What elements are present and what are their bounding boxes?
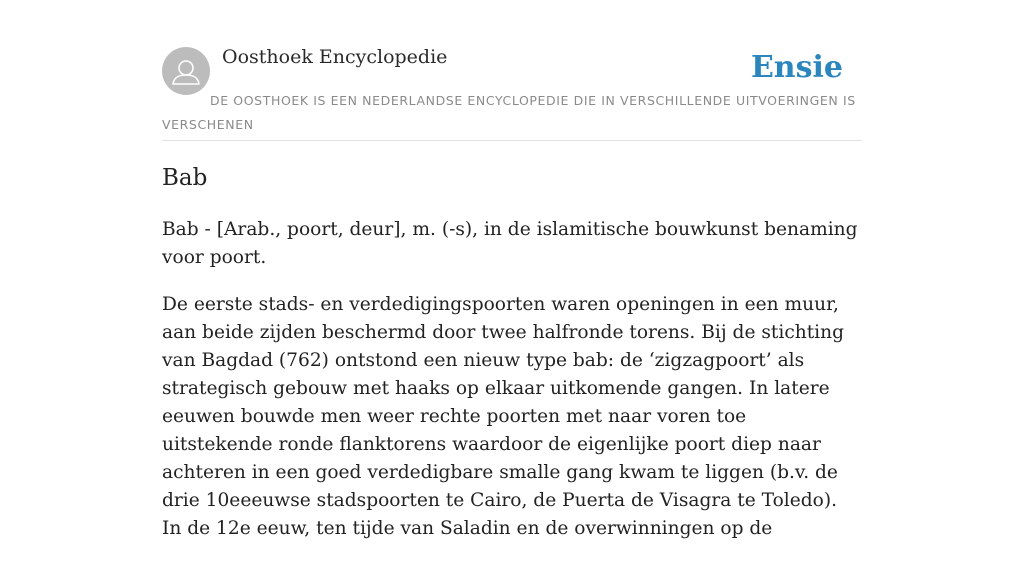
avatar[interactable] xyxy=(162,47,210,95)
article-paragraph: De eerste stads- en verdedigingspoorten waren openingen in een muur, aan beide zijden beschermd door twee halfronde torens. Bij de stichting van Bagdad (762) ontstond een nieuw type bab: de ‘zigzagpoort’ als strategisch gebouw met haaks op elkaar uitkomende gangen. In latere eeuwen bouwde men weer rechte poorten met naar voren toe uitstekende ronde flanktorens waardoor de eigenlijke poort diep naar achteren in een goed verdedigbare smalle gang kwam te liggen (b.v. de drie 10eeeuwse stadspoorten te Cairo, de Puerta de Visagra te Toledo). In de 12e eeuw, ten tijde van Saladin en de overwinningen op de xyxy=(162,294,845,539)
page xyxy=(162,0,862,539)
site-tagline: DE OOSTHOEK IS EEN NEDERLANDSE ENCYCLOPEDIE DIE IN VERSCHILLENDE UITVOERINGEN IS VERSCHENEN xyxy=(162,93,856,132)
article-body xyxy=(162,216,862,562)
page-title: Bab xyxy=(162,165,208,191)
article-paragraph: Bab - [Arab., poort, deur], m. (-s), in de islamitische bouwkunst benaming voor poort. xyxy=(162,219,858,268)
site-header xyxy=(162,0,862,141)
user-icon xyxy=(162,47,210,95)
site-name[interactable]: Oosthoek Encyclopedie xyxy=(222,46,448,68)
brand-logo[interactable]: Ensie xyxy=(750,50,843,85)
